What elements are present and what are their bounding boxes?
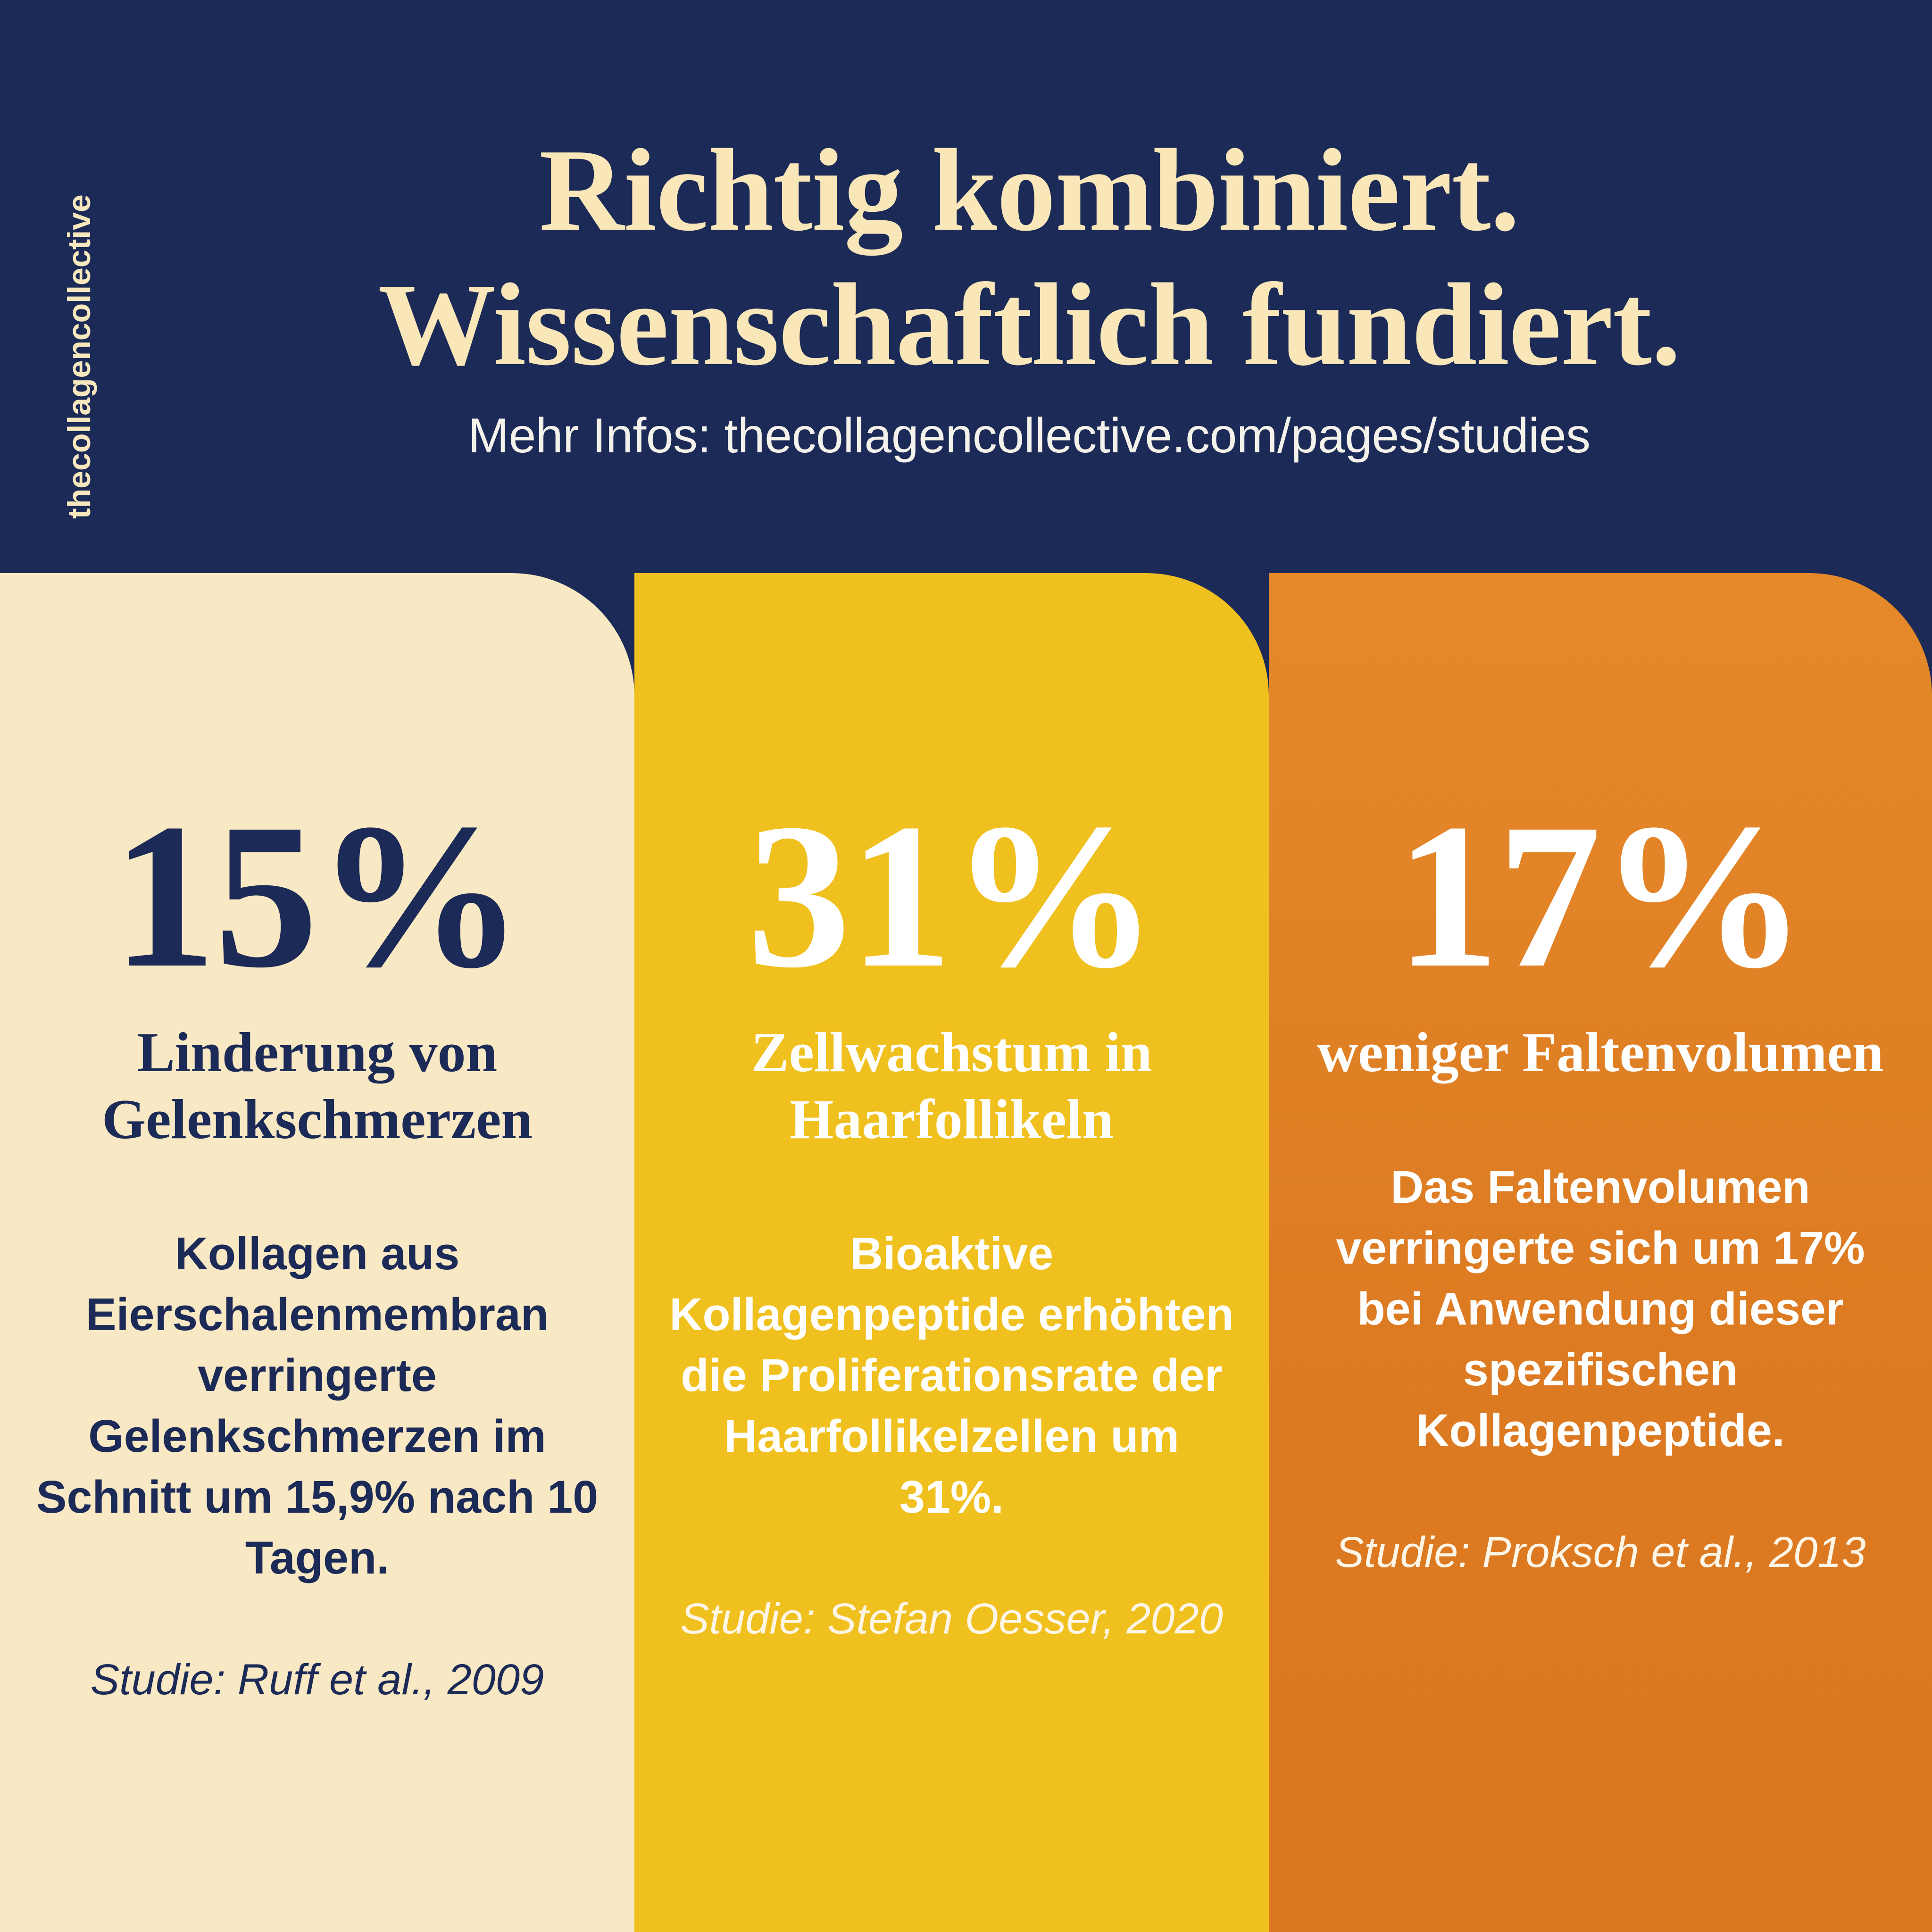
- page-title: [378, 123, 1680, 392]
- stat-label: Linderung von Gelenkschmerzen: [101, 1021, 533, 1150]
- brand-name: thecollagencollective: [61, 194, 97, 519]
- stat-label: weniger Faltenvolumen: [1317, 1021, 1884, 1083]
- stat-label: Zellwachstum in Haarfollikeln: [751, 1021, 1152, 1150]
- more-info-link-text[interactable]: Mehr Infos: thecollagencollective.com/pages/studies: [468, 408, 1591, 463]
- stat-columns: [0, 573, 1932, 1932]
- stat-source: Studie: Proksch et al., 2013: [1335, 1528, 1866, 1576]
- stat-value: 31%: [747, 781, 1157, 1011]
- stat-source: Studie: Ruff et al., 2009: [90, 1656, 544, 1704]
- stat-card-joint-pain: [0, 573, 634, 1932]
- stat-description: Bioaktive Kollagenpeptide erhöhten die Proliferationsrate der Haarfollikelzellen um 31%.: [669, 1228, 1234, 1523]
- stat-card-hair-follicle: [634, 573, 1269, 1932]
- header-banner: [0, 0, 1932, 573]
- stat-source: Studie: Stefan Oesser, 2020: [680, 1595, 1223, 1643]
- brand-rail: [0, 0, 126, 573]
- stat-description: Das Faltenvolumen verringerte sich um 17% bei Anwendung dieser spezifischen Kollagenpeptide.: [1336, 1161, 1865, 1456]
- headline-line-1: Richtig kombiniert.: [539, 125, 1520, 256]
- header-content: [126, 0, 1932, 573]
- brand-vertical-wrap: [56, 0, 103, 519]
- stat-value: 17%: [1396, 781, 1805, 1011]
- stat-value: 15%: [112, 781, 522, 1011]
- stat-card-wrinkle-volume: [1269, 573, 1932, 1932]
- stat-description: Kollagen aus Eierschalenmembran verringerte Gelenkschmerzen im Schnitt um 15,9% nach 10 Tagen.: [36, 1228, 599, 1584]
- headline-line-2: Wissenschaftlich fundiert.: [378, 259, 1681, 390]
